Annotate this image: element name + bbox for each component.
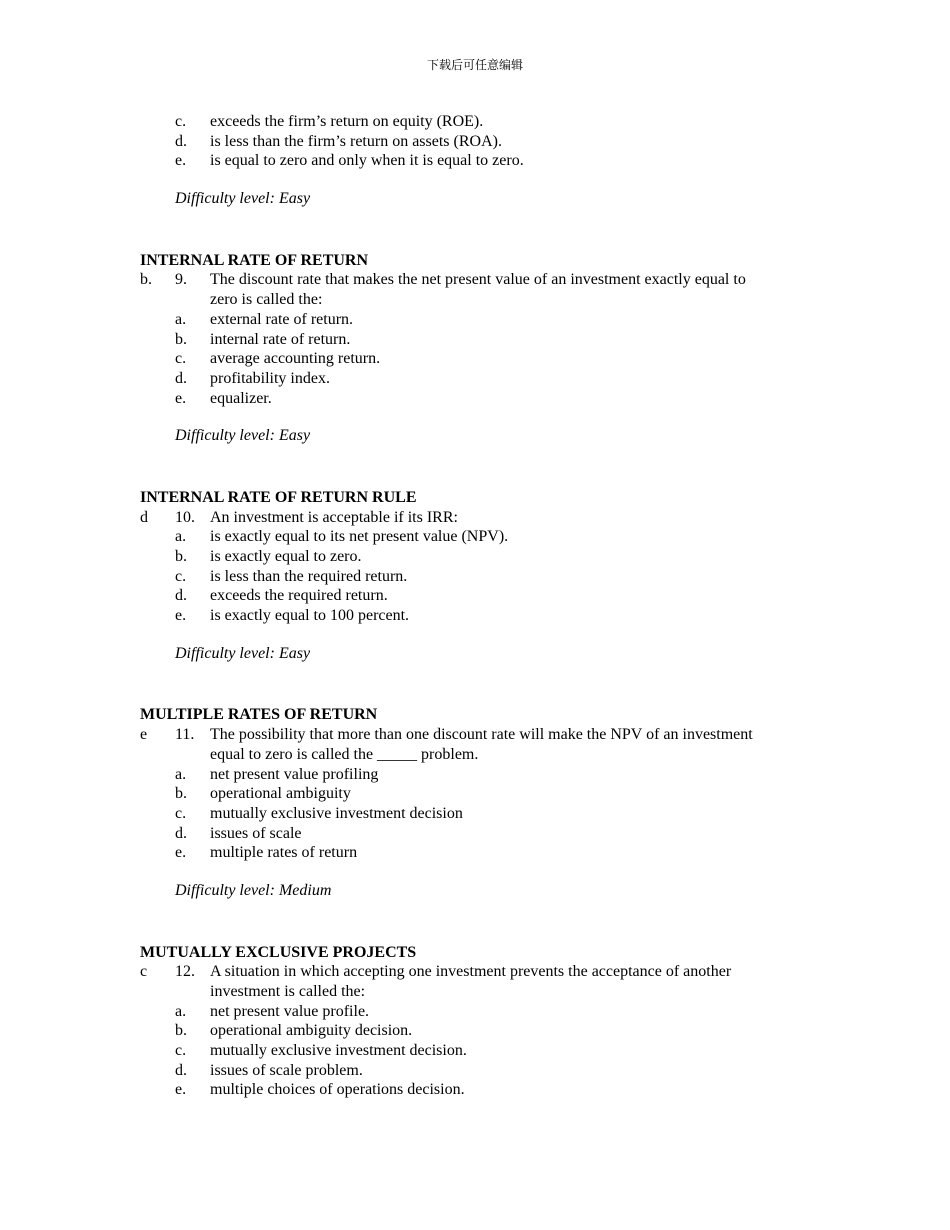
difficulty-level: Difficulty level: Medium <box>175 881 332 899</box>
option-text: external rate of return. <box>210 310 354 328</box>
option-letter: a. <box>175 1002 187 1020</box>
option-letter: b. <box>175 330 187 348</box>
option-letter: d. <box>175 369 187 387</box>
spacer <box>140 626 800 644</box>
option-line <box>140 804 800 824</box>
option-letter: d. <box>175 587 187 605</box>
option-line <box>140 824 800 844</box>
option-text: is less than the firm’s return on assets (ROA). <box>210 132 502 150</box>
option-line <box>140 349 800 369</box>
spacer <box>140 901 800 943</box>
option-line <box>140 1021 800 1041</box>
question-stem-line <box>140 982 800 1002</box>
spacer <box>140 171 800 189</box>
question-stem: investment is called the: <box>210 983 366 1000</box>
difficulty-level: Difficulty level: Easy <box>175 427 311 445</box>
option-text: profitability index. <box>210 369 330 387</box>
question-block <box>140 488 800 664</box>
section-title: MULTIPLE RATES OF RETURN <box>140 706 378 724</box>
option-letter: c. <box>175 567 187 585</box>
question-block <box>140 251 800 446</box>
option-letter: b. <box>175 785 187 803</box>
question-block <box>140 943 800 1101</box>
option-text: equalizer. <box>210 389 272 407</box>
option-line <box>140 132 800 152</box>
option-letter: a. <box>175 310 187 328</box>
option-text: internal rate of return. <box>210 330 351 348</box>
question-stem-line <box>140 270 800 290</box>
option-letter: d. <box>175 824 187 842</box>
option-line <box>140 310 800 330</box>
option-letter: b. <box>175 548 187 565</box>
option-text: mutually exclusive investment decision. <box>210 1042 467 1060</box>
difficulty-level: Difficulty level: Easy <box>175 190 311 208</box>
option-line <box>140 151 800 171</box>
option-line <box>140 527 800 547</box>
option-text: average accounting return. <box>210 350 381 368</box>
document-body <box>140 112 800 1100</box>
question-number: 9. <box>175 271 187 289</box>
option-text: is exactly equal to its net present value (NPV). <box>210 528 509 546</box>
option-letter: e. <box>175 607 187 625</box>
page-header: 下载后可任意编辑 <box>426 58 523 72</box>
option-text: exceeds the firm’s return on equity (ROE). <box>210 113 484 130</box>
section-title: INTERNAL RATE OF RETURN <box>140 251 369 269</box>
option-letter: a. <box>175 528 187 546</box>
question-number: 12. <box>175 963 195 981</box>
question-number: 10. <box>175 508 195 526</box>
option-line <box>140 547 800 567</box>
option-line <box>140 606 800 626</box>
question-stem-line <box>140 962 800 982</box>
spacer <box>140 663 800 705</box>
option-text: exceeds the required return. <box>210 587 388 605</box>
option-text: multiple rates of return <box>210 844 358 862</box>
difficulty-level: Difficulty level: Easy <box>175 644 311 662</box>
option-text: issues of scale problem. <box>210 1061 363 1079</box>
option-line <box>140 567 800 587</box>
spacer <box>140 209 800 251</box>
option-line <box>140 586 800 606</box>
option-letter: e. <box>175 1081 187 1099</box>
option-text: is less than the required return. <box>210 567 408 585</box>
question-stem-line <box>140 508 800 528</box>
option-text: net present value profile. <box>210 1002 370 1020</box>
answer-key: d <box>140 508 148 526</box>
option-line <box>140 112 800 132</box>
option-letter: e. <box>175 844 187 862</box>
option-letter: a. <box>175 765 187 783</box>
option-text: is exactly equal to zero. <box>210 548 362 565</box>
option-letter: e. <box>175 389 187 407</box>
section-title: INTERNAL RATE OF RETURN RULE <box>140 488 417 506</box>
question-stem: zero is called the: <box>210 291 323 309</box>
option-line <box>140 765 800 785</box>
option-line <box>140 330 800 350</box>
option-letter: c. <box>175 113 187 130</box>
option-text: is equal to zero and only when it is equal to zero. <box>210 152 524 170</box>
spacer <box>140 863 800 881</box>
option-line <box>140 1061 800 1081</box>
option-line <box>140 1080 800 1100</box>
spacer <box>140 408 800 426</box>
question-stem-line <box>140 290 800 310</box>
option-line <box>140 389 800 409</box>
option-line <box>140 369 800 389</box>
option-text: operational ambiguity <box>210 785 351 803</box>
option-line <box>140 1002 800 1022</box>
question-stem: An investment is acceptable if its IRR: <box>210 508 458 526</box>
question-block <box>140 705 800 900</box>
question-stem-line <box>140 745 800 765</box>
option-line <box>140 1041 800 1061</box>
question-stem: equal to zero is called the _____ problem. <box>210 745 479 763</box>
option-line <box>140 784 800 804</box>
option-text: issues of scale <box>210 824 302 842</box>
question-stem: The discount rate that makes the net present value of an investment exactly equal to <box>210 271 746 289</box>
question-stem: A situation in which accepting one investment prevents the acceptance of another <box>210 963 732 981</box>
option-letter: c. <box>175 1042 187 1060</box>
option-text: operational ambiguity decision. <box>210 1022 413 1040</box>
option-letter: c. <box>175 350 187 368</box>
option-letter: d. <box>175 1061 187 1079</box>
option-text: mutually exclusive investment decision <box>210 804 463 822</box>
answer-key: e <box>140 726 148 744</box>
question-stem: The possibility that more than one discount rate will make the NPV of an investment <box>210 726 753 744</box>
option-letter: e. <box>175 152 187 170</box>
option-text: multiple choices of operations decision. <box>210 1081 465 1099</box>
question-stem-line <box>140 725 800 745</box>
answer-key: c <box>140 963 148 981</box>
section-title: MUTUALLY EXCLUSIVE PROJECTS <box>140 943 417 961</box>
option-letter: d. <box>175 132 187 150</box>
option-line <box>140 843 800 863</box>
option-letter: b. <box>175 1022 187 1040</box>
question-number: 11. <box>175 726 195 744</box>
option-text: net present value profiling <box>210 765 379 783</box>
option-text: is exactly equal to 100 percent. <box>210 607 410 625</box>
answer-key: b. <box>140 271 152 289</box>
spacer <box>140 446 800 488</box>
option-letter: c. <box>175 804 187 822</box>
